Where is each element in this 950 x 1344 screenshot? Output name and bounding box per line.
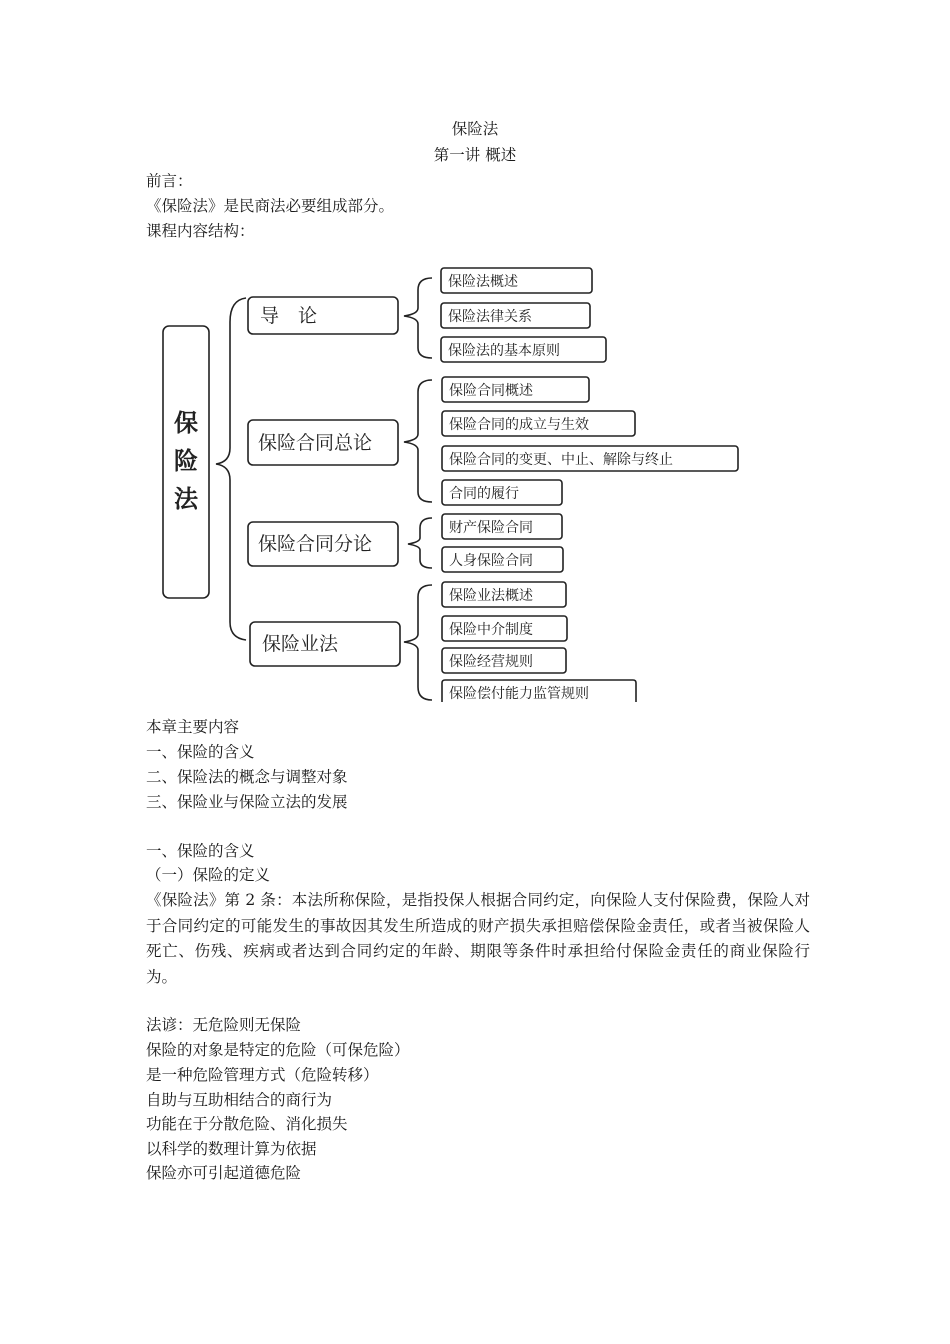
leaf-label: 保险中介制度 xyxy=(449,622,533,638)
leaf-label: 财产保险合同 xyxy=(449,520,533,536)
preface-text: 《保险法》是民商法必要组成部分。 xyxy=(146,197,395,215)
note-line: 功能在于分散危险、消化损失 xyxy=(146,1115,348,1133)
chapter-item: 一、保险的含义 xyxy=(146,743,255,761)
note-line: 自助与互助相结合的商行为 xyxy=(146,1091,333,1109)
leaf-label: 保险法的基本原则 xyxy=(448,343,560,359)
leaf-label: 保险法概述 xyxy=(448,274,518,290)
leaf-label: 保险法律关系 xyxy=(448,309,532,325)
brace-intro xyxy=(404,278,432,358)
note-line: 法谚：无危险则无保险 xyxy=(146,1016,302,1034)
page-title: 保险法 xyxy=(451,120,499,138)
branch-label-intro: 导 论 xyxy=(260,305,318,327)
note-line: 保险的对象是特定的危险（可保危险） xyxy=(146,1041,410,1059)
leaf-label: 保险业法概述 xyxy=(449,588,533,604)
brace-contract-general xyxy=(404,380,432,502)
lecture-subtitle: 第一讲 概述 xyxy=(433,146,517,164)
leaf-label: 合同的履行 xyxy=(449,486,519,502)
root-char: 法 xyxy=(174,485,198,513)
leaf-label: 人身保险合同 xyxy=(449,553,533,569)
leaf-label: 保险合同概述 xyxy=(449,383,533,399)
note-line: 以科学的数理计算为依据 xyxy=(146,1140,317,1158)
root-char: 险 xyxy=(174,447,198,475)
branch-label-contract-general: 保险合同总论 xyxy=(258,432,373,454)
branch-label-industry-law: 保险业法 xyxy=(262,633,339,655)
note-line: 是一种危险管理方式（危险转移） xyxy=(146,1066,379,1084)
branch-label-contract-specific: 保险合同分论 xyxy=(258,533,373,555)
leaf-label: 保险合同的变更、中止、解除与终止 xyxy=(449,452,673,468)
leaf-label: 保险合同的成立与生效 xyxy=(449,417,589,433)
chapter-item: 二、保险法的概念与调整对象 xyxy=(146,768,348,786)
leaf-label: 保险经营规则 xyxy=(449,654,533,670)
brace-industry-law xyxy=(404,585,432,700)
definition-paragraph: 《保险法》第 2 条：本法所称保险，是指投保人根据合同约定，向保险人支付保险费，保险人对于合同约定的可能发生的事故因其发生所造成的财产损失承担赔偿保险金责任，或者当被保险人死亡、伤残、疾病或者达到合同约定的年龄、期限等条件时承担给付保险金责任的商业保险行为。 xyxy=(146,891,810,986)
leaf-label: 保险偿付能力监管规则 xyxy=(449,686,589,702)
structure-label: 课程内容结构： xyxy=(146,222,255,240)
brace-contract-specific xyxy=(408,518,432,568)
course-structure-diagram xyxy=(150,262,750,707)
root-brace xyxy=(216,298,246,640)
root-char: 保 xyxy=(174,409,198,437)
section-heading: 一、保险的含义 xyxy=(146,842,255,860)
section-subheading: （一）保险的定义 xyxy=(146,866,271,884)
chapter-heading: 本章主要内容 xyxy=(146,718,240,736)
preface-label: 前言： xyxy=(146,172,193,190)
note-line: 保险亦可引起道德危险 xyxy=(146,1164,302,1182)
chapter-item: 三、保险业与保险立法的发展 xyxy=(146,793,348,811)
